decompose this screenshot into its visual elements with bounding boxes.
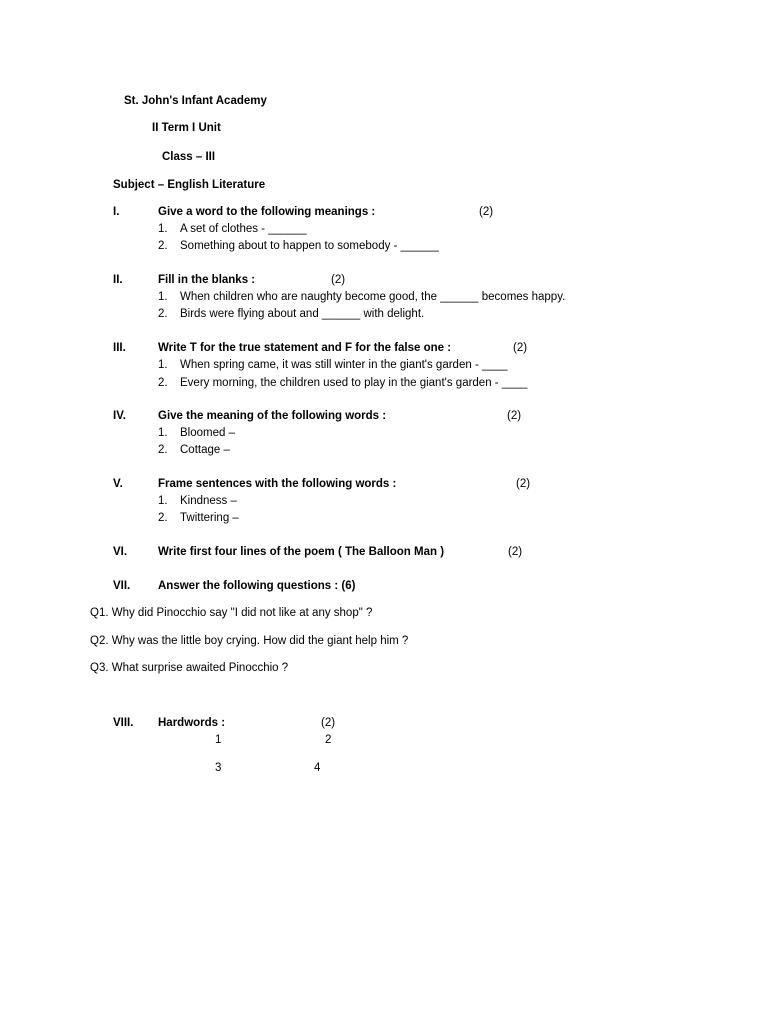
item-text: Birds were flying about and ______ with delight. — [180, 308, 425, 320]
term-title: II Term I Unit — [152, 122, 221, 134]
item-text: A set of clothes - ______ — [180, 223, 307, 235]
section-marks: (2) — [331, 274, 346, 286]
hardword-number: 3 — [215, 762, 222, 774]
item-number: 2. — [158, 240, 168, 252]
hardword-number: 4 — [314, 762, 321, 774]
section-numeral: III. — [113, 342, 126, 354]
section-numeral: I. — [113, 206, 120, 218]
item-number: 2. — [158, 377, 168, 389]
section-heading: Write T for the true statement and F for the false one : — [158, 342, 452, 354]
section-heading: Frame sentences with the following words : — [158, 478, 397, 490]
item-text: Twittering – — [180, 512, 239, 524]
question-2: Q2. Why was the little boy crying. How did the giant help him ? — [90, 635, 409, 647]
item-text: Something about to happen to somebody - ______ — [180, 240, 439, 252]
item-text: When children who are naughty become good, the ______ becomes happy. — [180, 291, 566, 303]
item-number: 1. — [158, 359, 168, 371]
section-numeral: VI. — [113, 546, 128, 558]
hardword-number: 1 — [215, 734, 222, 746]
class-title: Class – III — [162, 151, 216, 163]
hardword-number: 2 — [325, 734, 332, 746]
section-marks: (2) — [479, 206, 494, 218]
school-name: St. John's Infant Academy — [124, 95, 267, 107]
section-heading: Write first four lines of the poem ( The Balloon Man ) — [158, 546, 445, 558]
section-marks: (2) — [513, 342, 528, 354]
item-text: Every morning, the children used to play in the giant's garden - ____ — [180, 377, 528, 389]
section-marks: (2) — [508, 546, 523, 558]
section-numeral: VII. — [113, 580, 131, 592]
item-number: 2. — [158, 512, 168, 524]
section-heading: Give a word to the following meanings : — [158, 206, 376, 218]
item-text: Bloomed – — [180, 427, 235, 439]
section-numeral: V. — [113, 478, 123, 490]
section-heading: Give the meaning of the following words : — [158, 410, 387, 422]
item-number: 1. — [158, 291, 168, 303]
section-heading: Fill in the blanks : — [158, 274, 256, 286]
question-1: Q1. Why did Pinocchio say "I did not like at any shop" ? — [90, 607, 373, 619]
section-marks: (2) — [507, 410, 522, 422]
item-text: Kindness – — [180, 495, 237, 507]
item-text: Cottage – — [180, 444, 230, 456]
section-numeral: IV. — [113, 410, 127, 422]
section-marks: (2) — [516, 478, 531, 490]
item-number: 1. — [158, 223, 168, 235]
subject-title: Subject – English Literature — [113, 179, 266, 191]
section-numeral: II. — [113, 274, 123, 286]
section-heading: Hardwords : — [158, 717, 226, 729]
item-number: 2. — [158, 444, 168, 456]
section-numeral: VIII. — [113, 717, 134, 729]
question-3: Q3. What surprise awaited Pinocchio ? — [90, 662, 289, 674]
item-number: 1. — [158, 427, 168, 439]
item-text: When spring came, it was still winter in the giant's garden - ____ — [180, 359, 508, 371]
section-marks: (2) — [321, 717, 336, 729]
section-heading: Answer the following questions : (6) — [158, 580, 356, 592]
item-number: 1. — [158, 495, 168, 507]
item-number: 2. — [158, 308, 168, 320]
